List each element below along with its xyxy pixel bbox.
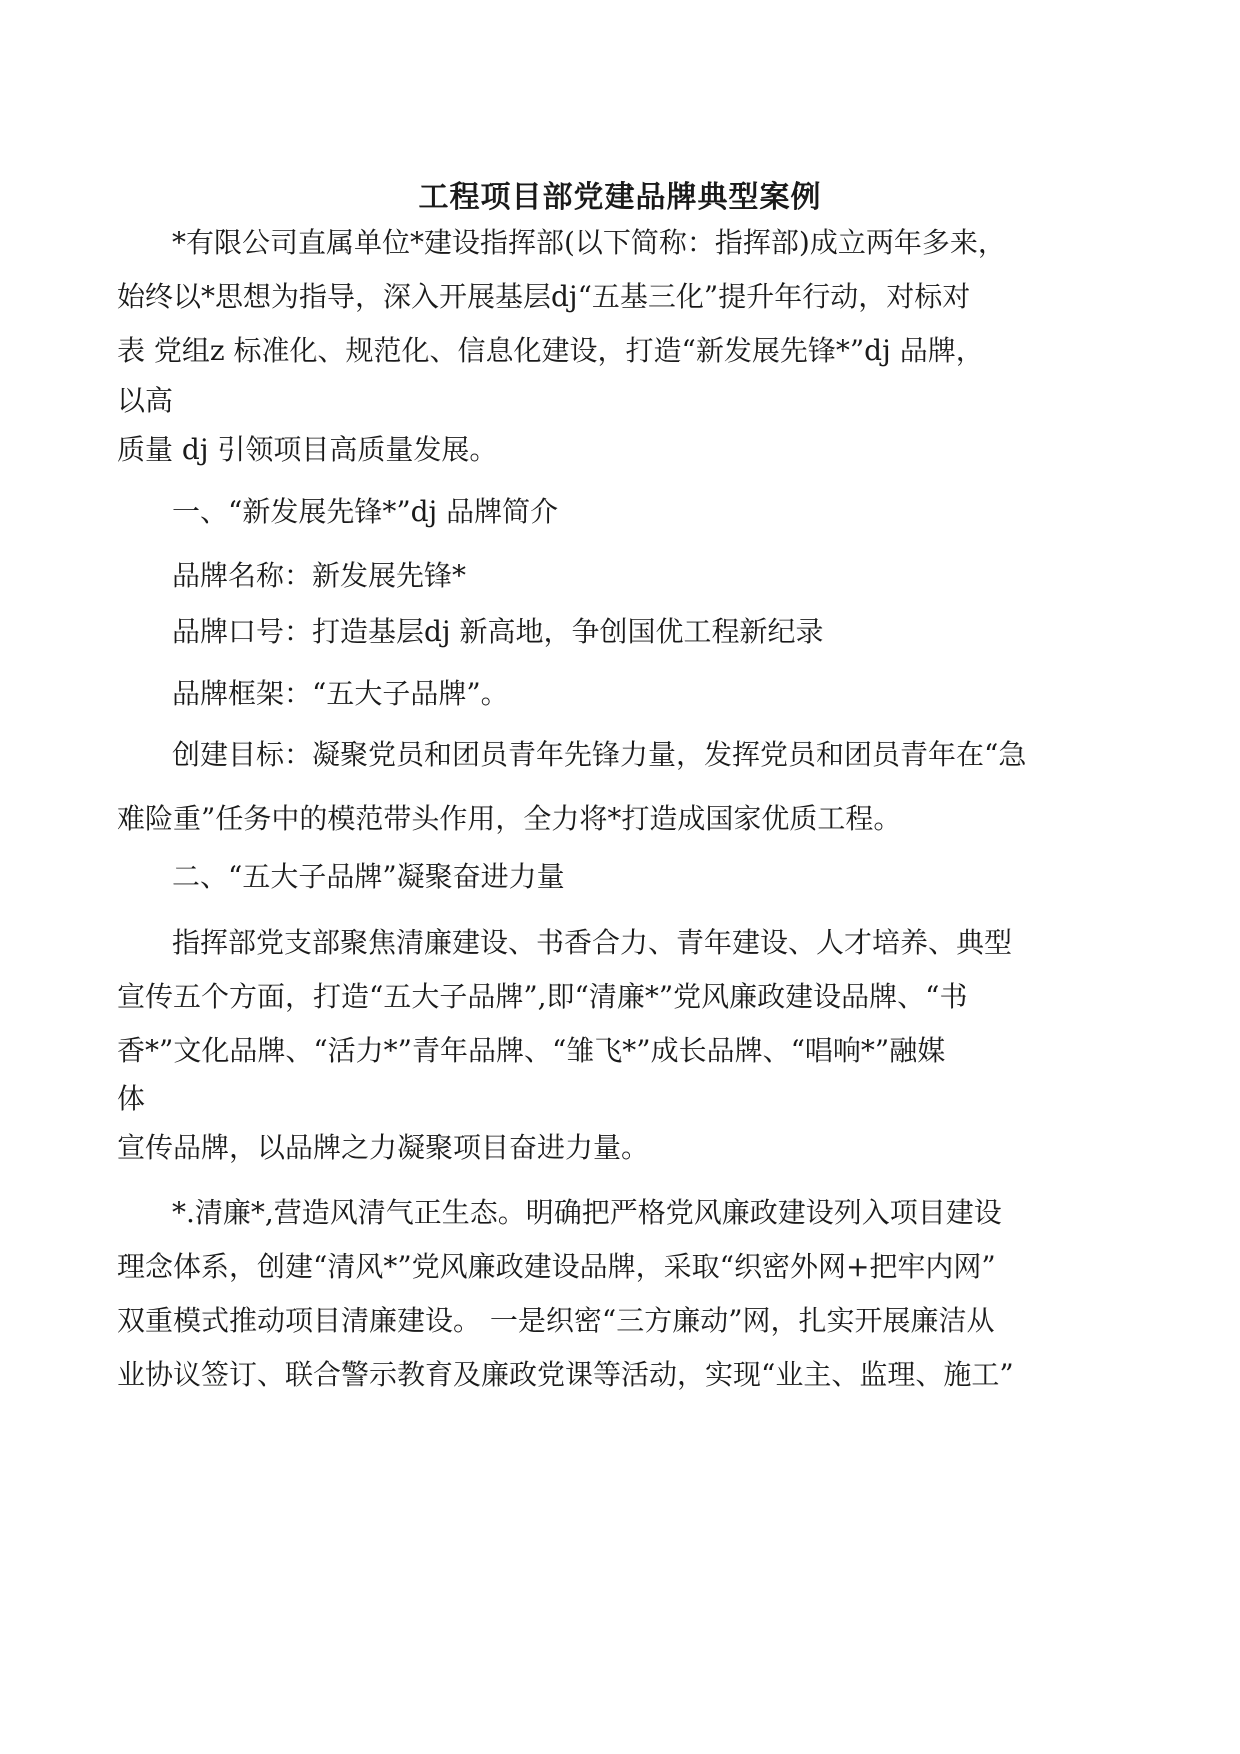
- paragraph-line: 表 党组z 标准化、规范化、信息化建设，打造“新发展先锋*”dj 品牌，: [117, 334, 984, 367]
- document-title: 工程项目部党建品牌典型案例: [418, 180, 822, 215]
- brand-framework-line: 品牌框架：“五大子品牌”。: [172, 677, 509, 710]
- paragraph-line: 始终以*思想为指导，深入开展基层dj“五基三化”提升年行动，对标对: [117, 280, 971, 313]
- section-heading: 一、“新发展先锋*”dj 品牌简介: [172, 495, 559, 528]
- section-heading: 二、“五大子品牌”凝聚奋进力量: [172, 860, 565, 893]
- paragraph-line: 体: [117, 1082, 146, 1115]
- paragraph-line: *.清廉*,营造风清气正生态。明确把严格党风廉政建设列入项目建设: [172, 1196, 1002, 1229]
- paragraph-line: 质量 dj 引领项目高质量发展。: [117, 433, 498, 466]
- paragraph-line: 宣传品牌，以品牌之力凝聚项目奋进力量。: [117, 1131, 650, 1164]
- paragraph-line: 双重模式推动项目清廉建设。 一是织密“三方廉动”网，扎实开展廉洁从: [117, 1304, 995, 1337]
- paragraph-line: 业协议签订、联合警示教育及廉政党课等活动，实现“业主、监理、施工”: [117, 1358, 1014, 1391]
- brand-slogan-line: 品牌口号：打造基层dj 新高地，争创国优工程新纪录: [172, 615, 824, 648]
- paragraph-line: 难险重”任务中的模范带头作用，全力将*打造成国家优质工程。: [117, 802, 902, 835]
- paragraph-line: 宣传五个方面，打造“五大子品牌”,即“清廉*”党风廉政建设品牌、“书: [117, 980, 968, 1013]
- paragraph-line: *有限公司直属单位*建设指挥部(以下简称：指挥部)成立两年多来，: [172, 226, 1006, 259]
- paragraph-line: 以高: [117, 384, 174, 417]
- brand-name-line: 品牌名称：新发展先锋*: [172, 559, 467, 592]
- paragraph-line: 创建目标：凝聚党员和团员青年先锋力量，发挥党员和团员青年在“急: [172, 738, 1027, 771]
- paragraph-line: 香*”文化品牌、“活力*”青年品牌、“雏飞*”成长品牌、“唱响*”融媒: [117, 1034, 946, 1067]
- paragraph-line: 理念体系，创建“清风*”党风廉政建设品牌，采取“织密外网+把牢内网”: [117, 1250, 996, 1283]
- paragraph-line: 指挥部党支部聚焦清廉建设、书香合力、青年建设、人才培养、典型: [172, 926, 1013, 959]
